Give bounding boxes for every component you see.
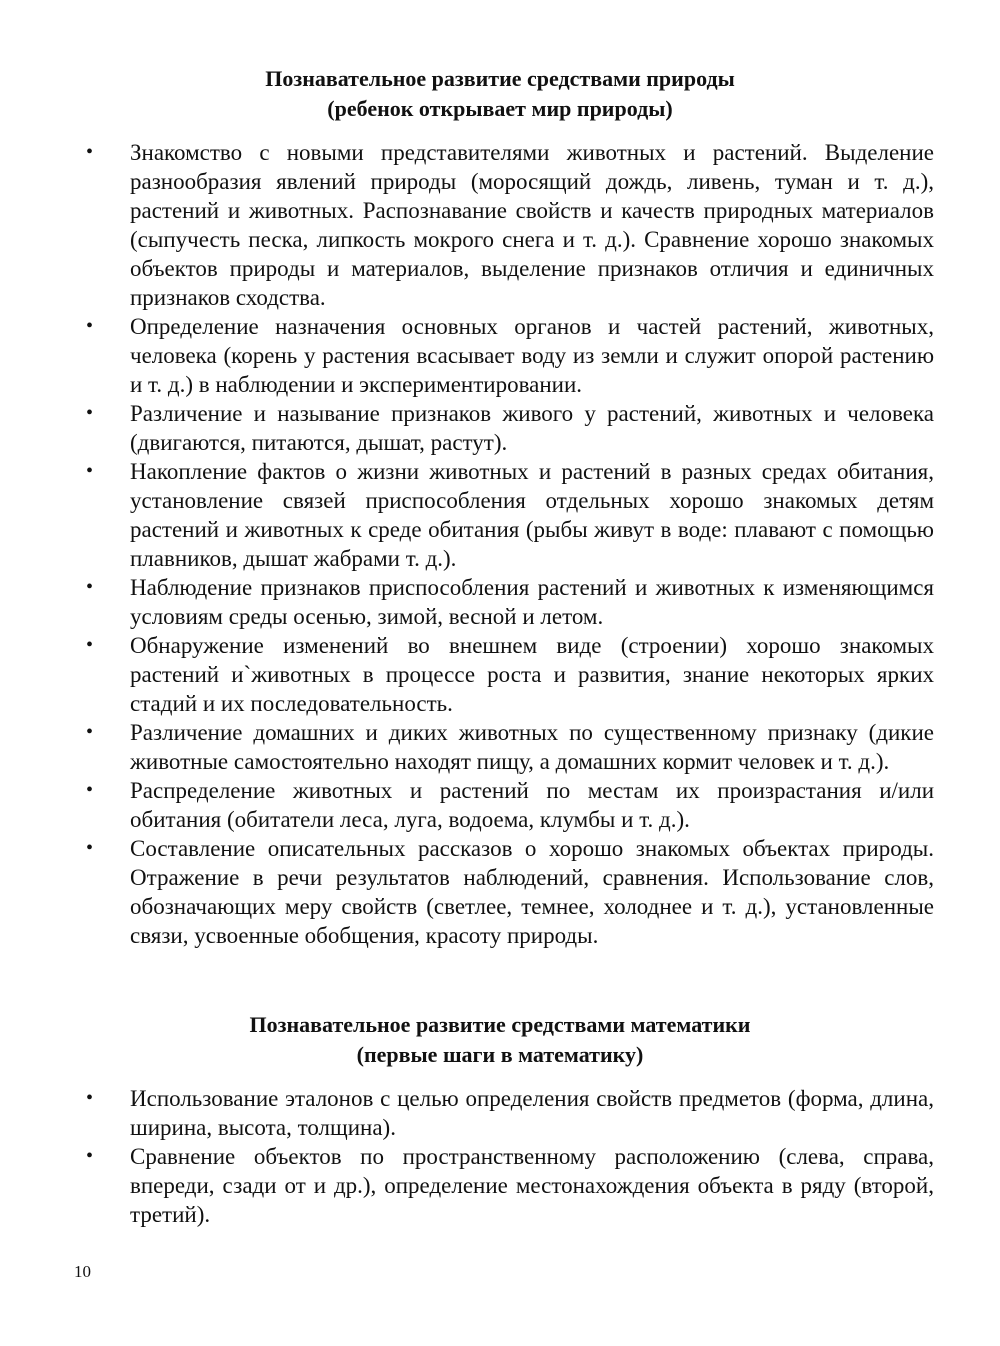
list-item-text: Определение назначения основных органов и частей растений, животных, человека (корень у растения всасывает воду из земли и служит опорой растению и т. д.) в наблюдении и экспериментировании. — [130, 314, 934, 397]
list-item — [0, 399, 1000, 457]
list-item — [0, 573, 1000, 631]
list-item-text: Различение и называние признаков живого у растений, животных и человека (двигаются, питаются, дышат, растут). — [130, 401, 934, 455]
bullet-marker: • — [86, 721, 94, 743]
bullet-marker: • — [86, 634, 94, 656]
heading-line-2: (ребенок открывает мир природы) — [327, 96, 673, 121]
section-heading — [0, 64, 1000, 124]
list-item-text: Обнаружение изменений во внешнем виде (строении) хорошо знакомых растений и`животных в процессе роста и развития, знание некоторых ярких стадий и их последовательность. — [130, 633, 934, 716]
list-item-text: Накопление фактов о жизни животных и растений в разных средах обитания, установление связей приспособления отдельных хорошо знакомых детям растений и животных к среде обитания (рыбы живут в воде: плавают с помощью плавников, дышат жабрами т. д.). — [130, 459, 934, 571]
heading-line-2: (первые шаги в математику) — [356, 1042, 644, 1067]
list-item — [0, 138, 1000, 312]
list-item — [0, 718, 1000, 776]
list-item-text: Использование эталонов с целью определения свойств предметов (форма, длина, ширина, высота, толщина). — [130, 1086, 934, 1140]
bullet-marker: • — [86, 141, 94, 163]
list-item — [0, 457, 1000, 573]
list-item-text: Сравнение объектов по пространственному расположению (слева, справа, впереди, сзади от и др.), определение местонахождения объекта в ряду (второй, третий). — [130, 1144, 934, 1227]
list-item-text: Знакомство с новыми представителями животных и растений. Выделение разнообразия явлений природы (моросящий дождь, ливень, туман и т. д.), растений и животных. Распознавание свойств и качеств природных материалов (сыпучесть песка, липкость мокрого снега и т. д.). Сравнение хорошо знакомых объектов природы и материалов, выделение признаков отличия и единичных признаков сходства. — [130, 140, 934, 310]
list-item-text: Наблюдение признаков приспособления растений и животных к изменяющимся условиям среды осенью, зимой, весной и летом. — [130, 575, 934, 629]
bullet-list — [0, 138, 1000, 950]
section-math — [0, 1010, 1000, 1229]
bullet-marker: • — [86, 576, 94, 598]
list-item — [0, 834, 1000, 950]
page-number: 10 — [74, 1262, 91, 1281]
bullet-marker: • — [86, 460, 94, 482]
section-heading — [0, 1010, 1000, 1070]
heading-line-1: Познавательное развитие средствами математики — [249, 1012, 751, 1037]
list-item — [0, 631, 1000, 718]
bullet-marker: • — [86, 402, 94, 424]
list-item — [0, 1142, 1000, 1229]
list-item — [0, 1084, 1000, 1142]
list-item-text: Различение домашних и диких животных по существенному признаку (дикие животные самостоятельно находят пищу, а домашних кормит человек и т. д.). — [130, 720, 934, 774]
bullet-marker: • — [86, 1145, 94, 1167]
bullet-marker: • — [86, 1087, 94, 1109]
bullet-list — [0, 1084, 1000, 1229]
list-item — [0, 776, 1000, 834]
list-item-text: Составление описательных рассказов о хорошо знакомых объектах природы. Отражение в речи результатов наблюдений, сравнения. Использование слов, обозначающих меру свойств (светлее, темнее, холоднее и т. д.), установленные связи, усвоенные обобщения, красоту природы. — [130, 836, 934, 948]
heading-line-1: Познавательное развитие средствами природы — [265, 66, 735, 91]
bullet-marker: • — [86, 837, 94, 859]
bullet-marker: • — [86, 315, 94, 337]
section-nature — [0, 64, 1000, 950]
list-item — [0, 312, 1000, 399]
bullet-marker: • — [86, 779, 94, 801]
list-item-text: Распределение животных и растений по местам их произрастания и/или обитания (обитатели леса, луга, водоема, клумбы и т. д.). — [130, 778, 934, 832]
